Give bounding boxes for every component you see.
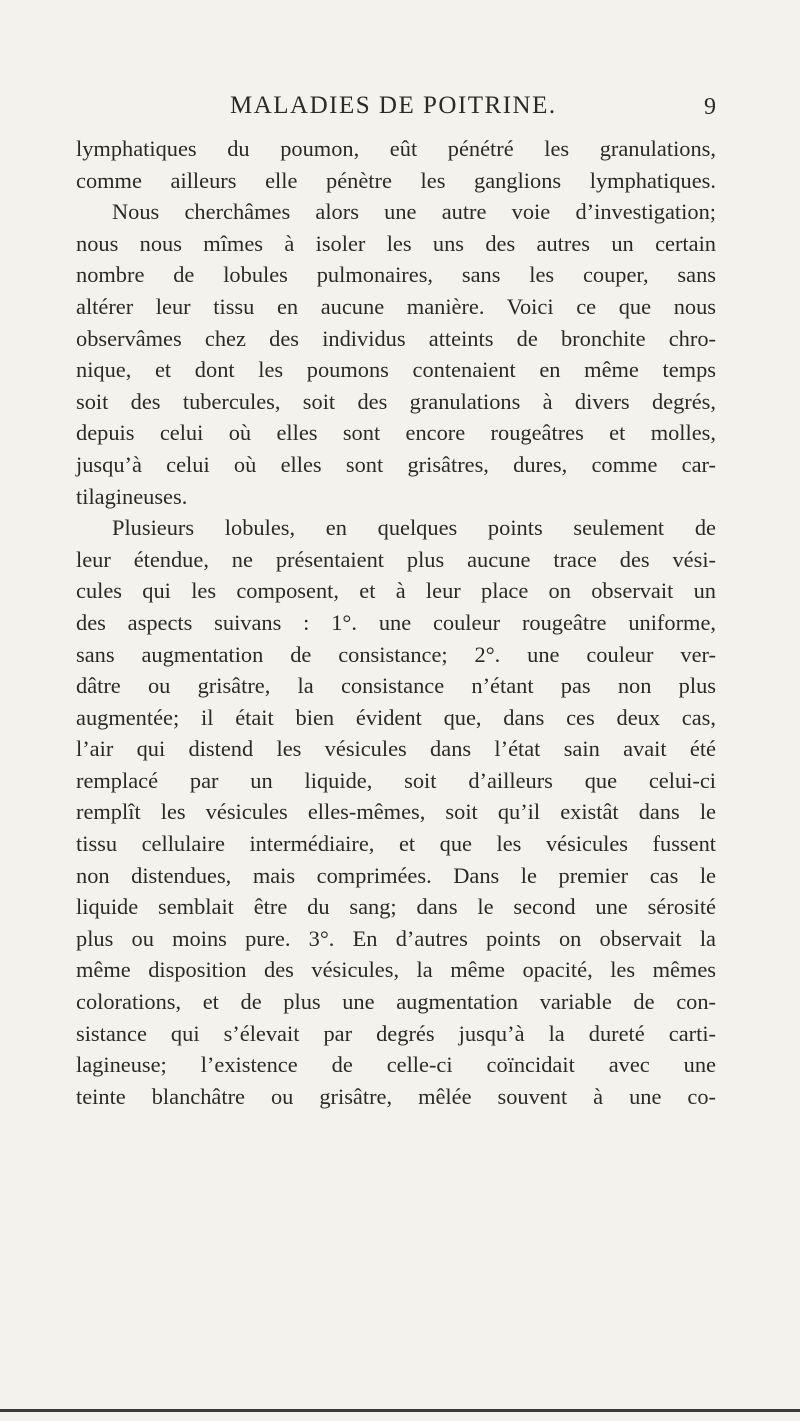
text-line: sistance qui s’élevait par degrés jusqu’à la dureté carti- [76,1020,716,1046]
text-line: l’air qui distend les vésicules dans l’état sain avait été [76,736,716,762]
text-line: teinte blanchâtre ou grisâtre, mêlée souvent à une co- [76,1083,716,1109]
text-line: augmentée; il était bien évident que, dans ces deux cas, [76,704,716,730]
text-line: altérer leur tissu en aucune manière. Voici ce que nous [76,293,716,319]
text-line: remplacé par un liquide, soit d’ailleurs que celui-ci [76,767,716,793]
text-line: soit des tubercules, soit des granulations à divers degrés, [76,388,716,414]
text-line: colorations, et de plus une augmentation variable de con- [76,989,716,1015]
text-line: observâmes chez des individus atteints de bronchite chro- [76,325,716,351]
text-line: sans augmentation de consistance; 2°. une couleur ver- [76,641,716,667]
text-line: leur étendue, ne présentaient plus aucune trace des vési- [76,546,716,572]
text-line: tilagineuses. [76,483,188,509]
text-line: jusqu’à celui où elles sont grisâtres, dures, comme car- [76,451,716,477]
running-title: MALADIES DE POITRINE. [230,92,557,119]
page-number: 9 [704,94,716,120]
running-head [0,92,800,126]
text-line: nous nous mîmes à isoler les uns des autres un certain [76,230,716,256]
text-line: tissu cellulaire intermédiaire, et que les vésicules fussent [76,831,716,857]
text-line: dâtre ou grisâtre, la consistance n’étant pas non plus [76,673,716,699]
bottom-edge-rule [0,1409,800,1412]
text-line: remplît les vésicules elles-mêmes, soit qu’il existât dans le [76,799,716,825]
text-line: Nous cherchâmes alors une autre voie d’investigation; [112,199,716,225]
text-line: lymphatiques du poumon, eût pénétré les granulations, [76,136,716,161]
text-line: liquide semblait être du sang; dans le second une sérosité [76,894,716,920]
text-line: nombre de lobules pulmonaires, sans les couper, sans [76,262,716,288]
text-line: même disposition des vésicules, la même opacité, les mêmes [76,957,716,983]
text-line: nique, et dont les poumons contenaient en même temps [76,357,716,383]
text-line: depuis celui où elles sont encore rougeâtres et molles, [76,420,716,446]
text-line: cules qui les composent, et à leur place on observait un [76,578,716,604]
text-line: des aspects suivans : 1°. une couleur rougeâtre uniforme, [76,609,716,635]
text-line: plus ou moins pure. 3°. En d’autres points on observait la [76,925,716,951]
text-line: non distendues, mais comprimées. Dans le premier cas le [76,862,716,888]
text-line: comme ailleurs elle pénètre les ganglions lymphatiques. [76,167,716,193]
body-text [76,133,716,1112]
text-line: Plusieurs lobules, en quelques points seulement de [112,515,716,541]
text-line: lagineuse; l’existence de celle-ci coïncidait avec une [76,1052,716,1078]
